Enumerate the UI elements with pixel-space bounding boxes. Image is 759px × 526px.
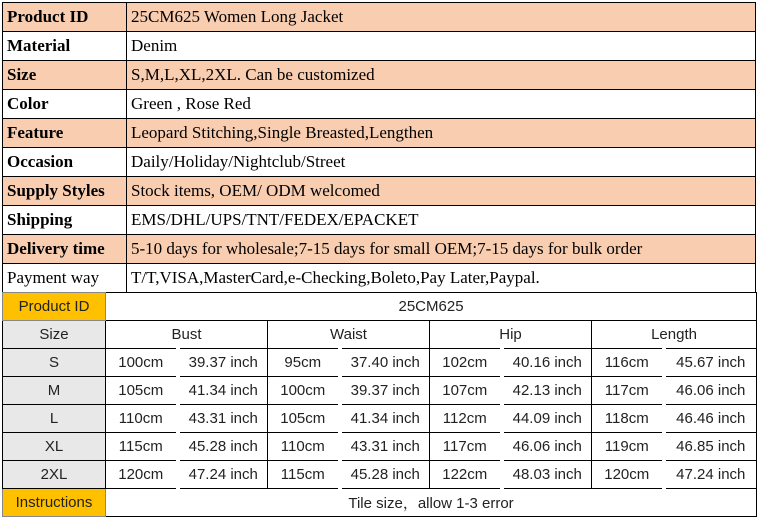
product-id-row <box>3 293 757 321</box>
bust-inch: 41.34 inch <box>178 377 268 405</box>
hip-cm: 102cm <box>430 349 502 377</box>
instructions-label: Instructions <box>3 489 106 517</box>
spec-key: Material <box>3 32 127 61</box>
bust-cm: 100cm <box>106 349 178 377</box>
size-label: M <box>3 377 106 405</box>
waist-inch: 41.34 inch <box>340 405 430 433</box>
length-cm: 117cm <box>592 377 664 405</box>
spec-row-occasion <box>3 148 756 177</box>
spec-value: T/T,VISA,MasterCard,e-Checking,Boleto,Pay Later,Paypal. <box>127 264 756 293</box>
instructions-text: Tile size，allow 1-3 error <box>106 489 757 517</box>
product-id-label: Product ID <box>3 293 106 321</box>
spec-row-feature <box>3 119 756 148</box>
size-label: S <box>3 349 106 377</box>
spec-value: EMS/DHL/UPS/TNT/FEDEX/EPACKET <box>127 206 756 235</box>
bust-inch: 39.37 inch <box>178 349 268 377</box>
bust-cm: 115cm <box>106 433 178 461</box>
spec-row-shipping <box>3 206 756 235</box>
spec-key: Product ID <box>3 3 127 32</box>
spec-key: Occasion <box>3 148 127 177</box>
waist-header: Waist <box>268 321 430 349</box>
length-inch: 47.24 inch <box>664 461 757 489</box>
bust-cm: 105cm <box>106 377 178 405</box>
length-inch: 45.67 inch <box>664 349 757 377</box>
size-row-m <box>3 377 757 405</box>
size-label: XL <box>3 433 106 461</box>
waist-cm: 115cm <box>268 461 340 489</box>
spec-value: S,M,L,XL,2XL. Can be customized <box>127 61 756 90</box>
spec-value: Denim <box>127 32 756 61</box>
size-header-row <box>3 321 757 349</box>
spec-table <box>2 2 756 293</box>
hip-inch: 42.13 inch <box>502 377 592 405</box>
spec-value: 25CM625 Women Long Jacket <box>127 3 756 32</box>
spec-key: Shipping <box>3 206 127 235</box>
spec-value: 5-10 days for wholesale;7-15 days for small OEM;7-15 days for bulk order <box>127 235 756 264</box>
length-inch: 46.46 inch <box>664 405 757 433</box>
hip-inch: 48.03 inch <box>502 461 592 489</box>
instructions-row <box>3 489 757 517</box>
hip-header: Hip <box>430 321 592 349</box>
waist-cm: 105cm <box>268 405 340 433</box>
size-row-s <box>3 349 757 377</box>
spec-value: Daily/Holiday/Nightclub/Street <box>127 148 756 177</box>
spec-key: Supply Styles <box>3 177 127 206</box>
spec-row-color <box>3 90 756 119</box>
hip-cm: 117cm <box>430 433 502 461</box>
spec-row-size <box>3 61 756 90</box>
length-cm: 118cm <box>592 405 664 433</box>
spec-row-material <box>3 32 756 61</box>
length-cm: 120cm <box>592 461 664 489</box>
spec-key: Size <box>3 61 127 90</box>
product-id-value: 25CM625 <box>106 293 757 321</box>
size-row-2xl <box>3 461 757 489</box>
bust-inch: 45.28 inch <box>178 433 268 461</box>
hip-inch: 40.16 inch <box>502 349 592 377</box>
size-row-xl <box>3 433 757 461</box>
waist-inch: 37.40 inch <box>340 349 430 377</box>
size-row-l <box>3 405 757 433</box>
spec-key: Payment way <box>3 264 127 293</box>
length-inch: 46.06 inch <box>664 377 757 405</box>
spec-value: Leopard Stitching,Single Breasted,Lengthen <box>127 119 756 148</box>
bust-header: Bust <box>106 321 268 349</box>
waist-cm: 95cm <box>268 349 340 377</box>
spec-row-supply-styles <box>3 177 756 206</box>
bust-inch: 47.24 inch <box>178 461 268 489</box>
spec-row-product-id <box>3 3 756 32</box>
size-column-header: Size <box>3 321 106 349</box>
waist-inch: 45.28 inch <box>340 461 430 489</box>
spec-key: Color <box>3 90 127 119</box>
bust-inch: 43.31 inch <box>178 405 268 433</box>
spec-row-payment-way <box>3 264 756 293</box>
bust-cm: 110cm <box>106 405 178 433</box>
bust-cm: 120cm <box>106 461 178 489</box>
hip-inch: 44.09 inch <box>502 405 592 433</box>
length-inch: 46.85 inch <box>664 433 757 461</box>
hip-cm: 107cm <box>430 377 502 405</box>
hip-inch: 46.06 inch <box>502 433 592 461</box>
hip-cm: 122cm <box>430 461 502 489</box>
size-label: L <box>3 405 106 433</box>
waist-inch: 39.37 inch <box>340 377 430 405</box>
size-chart-table <box>2 292 757 517</box>
spec-key: Delivery time <box>3 235 127 264</box>
waist-inch: 43.31 inch <box>340 433 430 461</box>
waist-cm: 100cm <box>268 377 340 405</box>
hip-cm: 112cm <box>430 405 502 433</box>
spec-value: Green , Rose Red <box>127 90 756 119</box>
spec-key: Feature <box>3 119 127 148</box>
length-header: Length <box>592 321 757 349</box>
spec-value: Stock items, OEM/ ODM welcomed <box>127 177 756 206</box>
size-label: 2XL <box>3 461 106 489</box>
length-cm: 116cm <box>592 349 664 377</box>
waist-cm: 110cm <box>268 433 340 461</box>
length-cm: 119cm <box>592 433 664 461</box>
spec-row-delivery-time <box>3 235 756 264</box>
